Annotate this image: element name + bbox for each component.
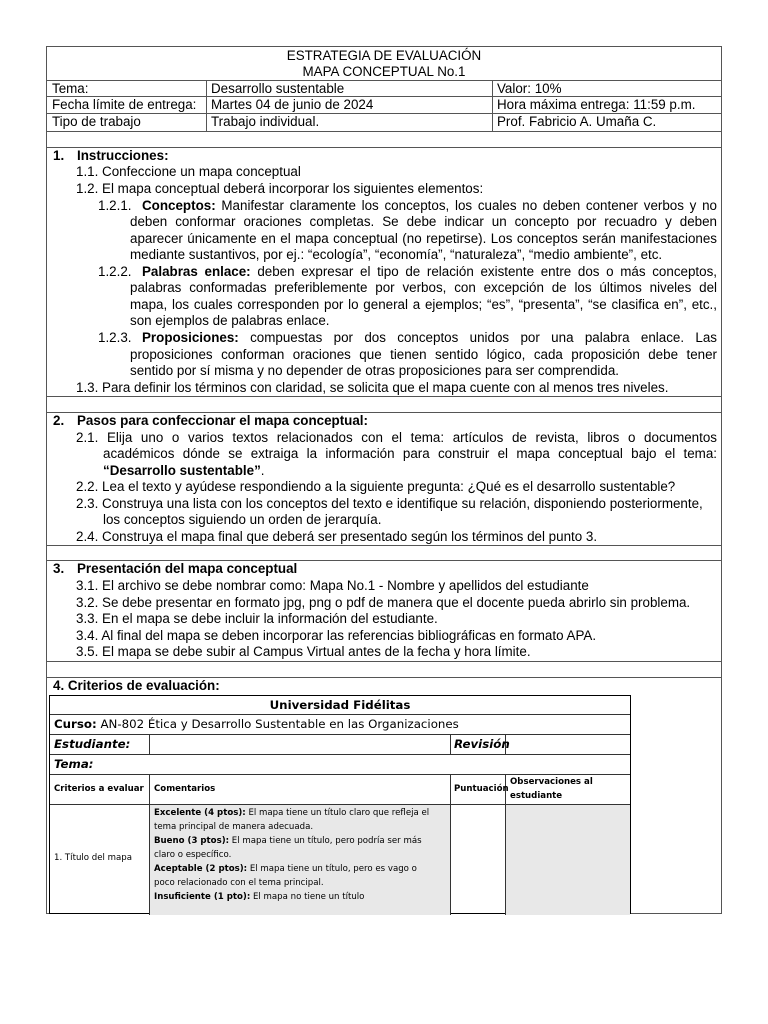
label-tipo: Tipo de trabajo: [52, 114, 141, 129]
table-university: Universidad Fidélitas: [269, 698, 411, 712]
col-observaciones: Observaciones al estudiante: [510, 777, 593, 801]
label-fecha: Fecha límite de entrega:: [52, 97, 197, 112]
table-tema-label: Tema:: [54, 757, 94, 771]
sec1-item-1-2-1-line2: deben conformar oraciones completas. Se debe indicar un concepto por recuadro y deben: [130, 214, 717, 229]
sec1-item-1-2-2-line2: palabras conformadas preferiblemente por verbos, con excepción de los últimos niveles del: [130, 280, 717, 295]
col-puntuacion: Puntuación: [454, 784, 509, 794]
evaluation-document: [46, 46, 722, 914]
sec3-heading-num: 3.: [53, 561, 65, 576]
table-curso: Curso: AN-802 Ética y Desarrollo Sustentable en las Organizaciones: [54, 717, 459, 731]
sec3-item-3-2: 3.2. Se debe presentar en formato jpg, png o pdf de manera que el docente pueda abrirlo sin problema.: [76, 595, 691, 610]
row1-criterio: 1. Título del mapa: [54, 853, 132, 863]
value-fecha: Martes 04 de junio de 2024: [211, 97, 374, 112]
sec1-item-1-2-2-num: 1.2.2.: [98, 264, 132, 279]
sec1-item-1-1: 1.1. Confeccione un mapa conceptual: [76, 164, 301, 179]
col-criterios: Criterios a evaluar: [54, 784, 144, 794]
value-hora: Hora máxima entrega: 11:59 p.m.: [497, 97, 696, 112]
sec1-item-1-2-2-line1: Palabras enlace: deben expresar el tipo de relación existente entre dos o más conceptos,: [142, 264, 717, 279]
sec2-item-2-4: 2.4. Construya el mapa final que deberá ser presentado según los términos del punto 3.: [76, 529, 598, 544]
sec1-heading-num: 1.: [53, 148, 65, 163]
sec3-item-3-3: 3.3. En el mapa se debe incluir la información del estudiante.: [76, 611, 438, 626]
sec3-item-3-1: 3.1. El archivo se debe nombrar como: Mapa No.1 - Nombre y apellidos del estudiante: [76, 578, 589, 593]
sec4-heading: 4. Criterios de evaluación:: [53, 678, 220, 693]
sec2-heading-num: 2.: [53, 413, 65, 428]
sec2-item-2-1-line1: 2.1. Elija uno o varios textos relacionados con el tema: artículos de revista, libros o documentos: [76, 430, 717, 445]
sec2-item-2-3-line1: 2.3. Construya una lista con los conceptos del texto e identifique su relación, disponiendo posteriormente,: [76, 496, 703, 511]
doc-title: ESTRATEGIA DE EVALUACIÓN: [286, 48, 482, 63]
criteria-table: [49, 695, 631, 914]
sec1-item-1-3: 1.3. Para definir los términos con claridad, se solicita que el mapa cuente con al menos tres niveles.: [76, 380, 669, 395]
sec2-item-2-1-line3: “Desarrollo sustentable”.: [103, 463, 265, 478]
sec3-item-3-4: 3.4. Al final del mapa se deben incorporar las referencias bibliográficas en formato APA.: [76, 628, 597, 643]
sec3-item-3-5: 3.5. El mapa se debe subir al Campus Virtual antes de la fecha y hora límite.: [76, 644, 531, 659]
sec1-item-1-2-1-line1: Conceptos: Manifestar claramente los conceptos, los cuales no deben contener verbos y no: [142, 198, 717, 213]
table-revision-label: Revisión: [454, 737, 510, 751]
value-valor: Valor: 10%: [497, 81, 562, 96]
sec2-item-2-2: 2.2. Lea el texto y ayúdese respondiendo a la siguiente pregunta: ¿Qué es el desarrollo sustentable?: [76, 479, 676, 494]
sec2-item-2-1-line2: académicos dónde se extraiga la información para construir el mapa conceptual bajo el tema:: [103, 446, 717, 461]
sec1-item-1-2-1-num: 1.2.1.: [98, 198, 132, 213]
sec1-heading: Instrucciones:: [77, 148, 169, 163]
sec3-heading: Presentación del mapa conceptual: [77, 561, 298, 576]
sec1-item-1-2-3-num: 1.2.3.: [98, 330, 132, 345]
label-tema: Tema:: [52, 81, 89, 96]
sec1-item-1-2: 1.2. El mapa conceptual deberá incorporar los siguientes elementos:: [76, 181, 484, 196]
sec1-item-1-2-2-line4: son ejemplos de palabras enlace.: [130, 313, 330, 328]
sec1-item-1-2-3-line1: Proposiciones: compuestas por dos conceptos unidos por una palabra enlace. Las: [142, 330, 717, 345]
value-tipo: Trabajo individual.: [211, 114, 320, 129]
sec2-heading: Pasos para confeccionar el mapa conceptual:: [77, 413, 368, 428]
sec1-item-1-2-1-line4: mediante sustantivos, por ej.: “ecología”, “economía”, “naturaleza”, “medio ambiente”, etc.: [130, 247, 663, 262]
sec1-item-1-2-2-line3: mapa, los cuales corresponden por lo general a ejemplos; “es”, “presenta”, “se clasifica en”, etc.,: [130, 297, 717, 312]
value-tema: Desarrollo sustentable: [211, 81, 345, 96]
sec1-item-1-2-1-line3: aparecer únicamente en el mapa conceptual (no repetirse). Los conceptos serán manifestaciones: [130, 231, 717, 246]
sec1-item-1-2-3-line2: proposiciones conforman oraciones que tienen sentido lógico, cada proposición debe tener: [130, 347, 717, 362]
sec2-item-2-3-line2: los conceptos siguiendo un orden de jerarquía.: [103, 512, 382, 527]
table-estudiante-label: Estudiante:: [54, 737, 131, 751]
row1-comentarios: Excelente (4 ptos): El mapa tiene un título claro que refleja el tema principal de manera adecuada. Bueno (3 ptos): El mapa tiene un título, pero podría ser más claro o específico. Aceptable (2 ptos): El mapa tiene un título, pero es vago o poco relacionado con el tema principal. Insuficiente (1 pto): El mapa no tiene un título: [154, 808, 430, 902]
value-profesor: Prof. Fabricio A. Umaña C.: [497, 114, 657, 129]
col-comentarios: Comentarios: [154, 784, 216, 794]
doc-subtitle: MAPA CONCEPTUAL No.1: [302, 64, 466, 79]
sec1-item-1-2-3-line3: sentido por sí misma y no depender de otras proposiciones para ser comprendida.: [130, 363, 620, 378]
